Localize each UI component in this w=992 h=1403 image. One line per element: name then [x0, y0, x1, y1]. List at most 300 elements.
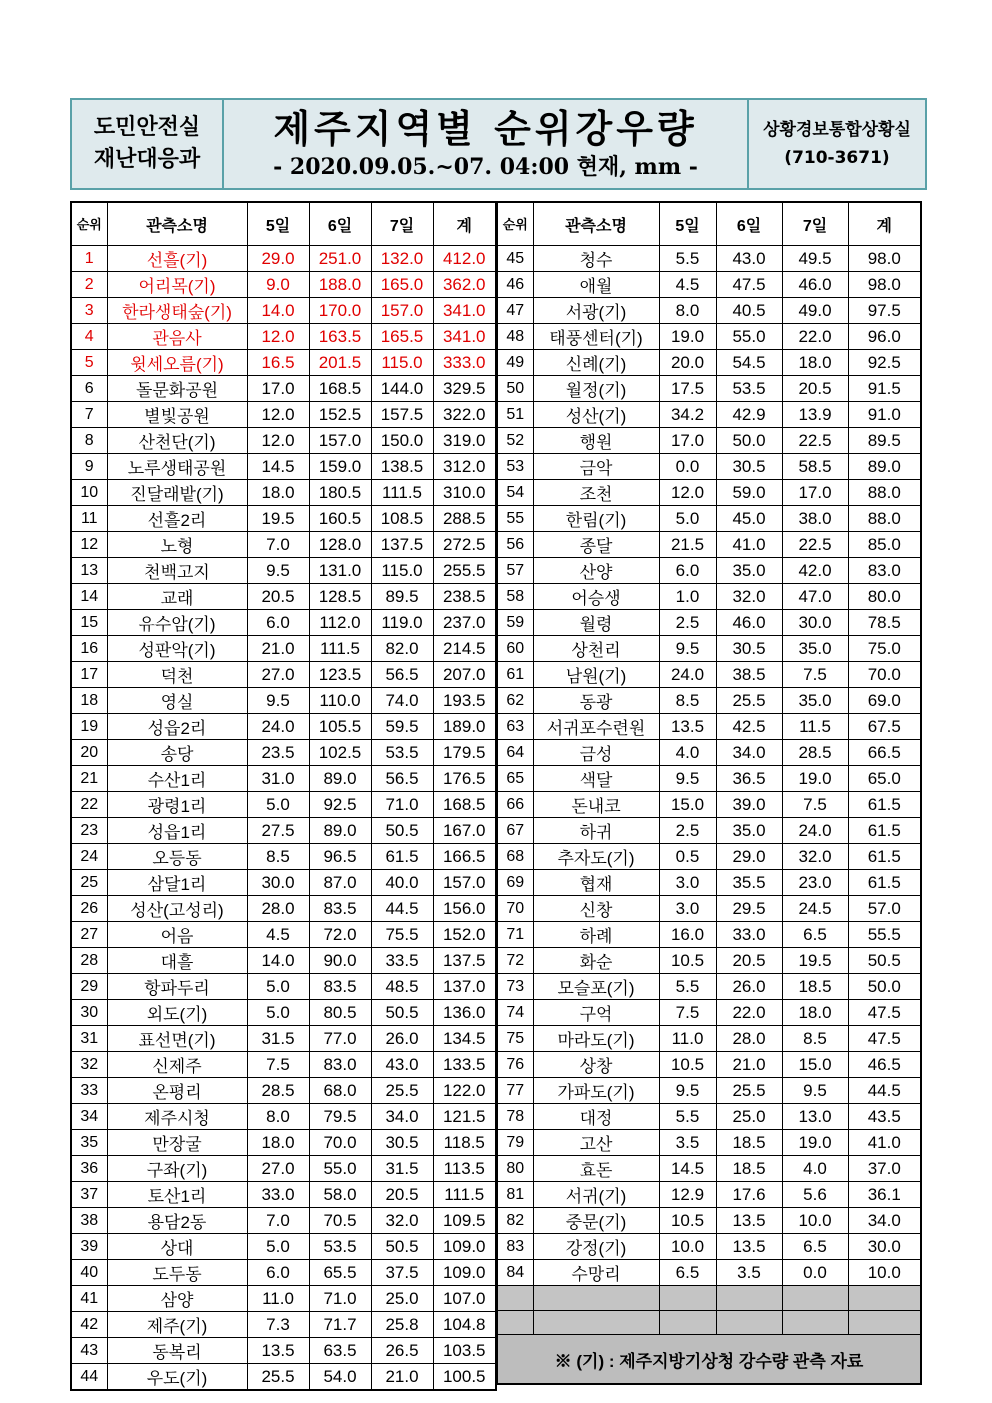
- day5-cell: 17.0: [247, 376, 309, 402]
- table-row: [497, 1052, 921, 1078]
- day6-cell: 105.5: [309, 714, 371, 740]
- total-cell: 166.5: [433, 844, 496, 870]
- rank-cell: 44: [71, 1364, 107, 1391]
- day7-cell: 7.5: [782, 792, 848, 818]
- total-cell: 333.0: [433, 350, 496, 376]
- total-cell: 238.5: [433, 584, 496, 610]
- day6-cell: 72.0: [309, 922, 371, 948]
- day6-cell: 80.5: [309, 1000, 371, 1026]
- day5-cell: 6.5: [659, 1260, 716, 1286]
- day7-cell: 6.5: [782, 922, 848, 948]
- rank-cell: 61: [497, 662, 533, 688]
- total-cell: 69.0: [848, 688, 921, 714]
- day5-cell: 20.5: [247, 584, 309, 610]
- total-cell: 109.0: [433, 1260, 496, 1286]
- station-name-cell: 성읍1리: [107, 818, 247, 844]
- station-header: 관측소명: [107, 202, 247, 246]
- day5-cell: 6.0: [247, 1260, 309, 1286]
- total-cell: 41.0: [848, 1130, 921, 1156]
- station-name-cell: 동복리: [107, 1338, 247, 1364]
- rank-cell: 17: [71, 662, 107, 688]
- station-name-cell: 서귀(기): [533, 1182, 659, 1208]
- day5-cell: 3.0: [659, 870, 716, 896]
- table-row: [497, 662, 921, 688]
- day5-cell: 27.0: [247, 1156, 309, 1182]
- day7-cell: 6.5: [782, 1234, 848, 1260]
- total-cell: 97.5: [848, 298, 921, 324]
- title-box: [224, 100, 749, 188]
- day5-cell: 18.0: [247, 480, 309, 506]
- day6-cell: 30.5: [716, 454, 782, 480]
- day5-cell: 28.0: [247, 896, 309, 922]
- day6-cell: 36.5: [716, 766, 782, 792]
- station-name-cell: 금성: [533, 740, 659, 766]
- station-name-cell: 대흘: [107, 948, 247, 974]
- station-name-cell: 표선면(기): [107, 1026, 247, 1052]
- day7-cell: 40.0: [371, 870, 433, 896]
- rank-cell: 32: [71, 1052, 107, 1078]
- day5-cell: 7.0: [247, 532, 309, 558]
- day7-cell: 50.5: [371, 1234, 433, 1260]
- department-division: 재난대응과: [93, 147, 201, 172]
- day6-cell: 111.5: [309, 636, 371, 662]
- day6-cell: 70.5: [309, 1208, 371, 1234]
- day7-cell: 20.5: [371, 1182, 433, 1208]
- day7-cell: 26.5: [371, 1338, 433, 1364]
- total-cell: 341.0: [433, 298, 496, 324]
- day5-cell: 10.5: [659, 1208, 716, 1234]
- rank-cell: 28: [71, 948, 107, 974]
- rank-cell: 53: [497, 454, 533, 480]
- day6-cell: 18.5: [716, 1156, 782, 1182]
- total-cell: 92.5: [848, 350, 921, 376]
- rank-cell: 22: [71, 792, 107, 818]
- day5-cell: 30.0: [247, 870, 309, 896]
- table-row: [71, 1052, 496, 1078]
- day6-cell: 28.0: [716, 1026, 782, 1052]
- table-row: [497, 636, 921, 662]
- day7-cell: 38.0: [782, 506, 848, 532]
- station-name-cell: 상창: [533, 1052, 659, 1078]
- table-row: [71, 1364, 496, 1391]
- day5-cell: 12.0: [247, 324, 309, 350]
- station-name-cell: 제주(기): [107, 1312, 247, 1338]
- day6-cell: 42.5: [716, 714, 782, 740]
- empty-cell: [533, 1310, 659, 1335]
- table-row: [71, 766, 496, 792]
- total-cell: 107.0: [433, 1286, 496, 1312]
- station-header: 관측소명: [533, 202, 659, 246]
- total-cell: 98.0: [848, 246, 921, 272]
- day6-cell: 63.5: [309, 1338, 371, 1364]
- day6-cell: 70.0: [309, 1130, 371, 1156]
- table-row: [497, 1260, 921, 1286]
- total-cell: 55.5: [848, 922, 921, 948]
- total-cell: 237.0: [433, 610, 496, 636]
- day5-cell: 14.0: [247, 298, 309, 324]
- day7-cell: 111.5: [371, 480, 433, 506]
- day5-cell: 17.5: [659, 376, 716, 402]
- day6-cell: 41.0: [716, 532, 782, 558]
- rank-cell: 52: [497, 428, 533, 454]
- table-row: [497, 792, 921, 818]
- day6-cell: 83.0: [309, 1052, 371, 1078]
- day7-cell: 115.0: [371, 558, 433, 584]
- station-name-cell: 제주시청: [107, 1104, 247, 1130]
- total-cell: 47.5: [848, 1026, 921, 1052]
- total-cell: 47.5: [848, 1000, 921, 1026]
- day6-cell: 96.5: [309, 844, 371, 870]
- day7-cell: 18.0: [782, 350, 848, 376]
- total-cell: 310.0: [433, 480, 496, 506]
- day7-cell: 22.5: [782, 428, 848, 454]
- rank-cell: 79: [497, 1130, 533, 1156]
- station-name-cell: 중문(기): [533, 1208, 659, 1234]
- rank-cell: 3: [71, 298, 107, 324]
- station-name-cell: 한림(기): [533, 506, 659, 532]
- day5-cell: 14.5: [247, 454, 309, 480]
- total-cell: 50.0: [848, 974, 921, 1000]
- total-cell: 111.5: [433, 1182, 496, 1208]
- day5-cell: 5.5: [659, 974, 716, 1000]
- table-row: [497, 350, 921, 376]
- station-name-cell: 가파도(기): [533, 1078, 659, 1104]
- table-row: [497, 480, 921, 506]
- total-cell: 83.0: [848, 558, 921, 584]
- day7-cell: 35.0: [782, 688, 848, 714]
- table-row: [71, 844, 496, 870]
- rank-cell: 69: [497, 870, 533, 896]
- day5-cell: 9.5: [247, 558, 309, 584]
- empty-row: [497, 1286, 921, 1311]
- table-row: [71, 272, 496, 298]
- empty-cell: [533, 1286, 659, 1311]
- rank-cell: 45: [497, 246, 533, 272]
- day5-cell: 31.5: [247, 1026, 309, 1052]
- rank-cell: 42: [71, 1312, 107, 1338]
- day6-cell: 21.0: [716, 1052, 782, 1078]
- station-name-cell: 오등동: [107, 844, 247, 870]
- report-period: - 2020.09.05.~07. 04:00 현재, mm -: [273, 154, 698, 180]
- total-cell: 189.0: [433, 714, 496, 740]
- total-cell: 322.0: [433, 402, 496, 428]
- day7-cell: 25.5: [371, 1078, 433, 1104]
- day7-cell: 35.0: [782, 636, 848, 662]
- day5-cell: 3.5: [659, 1130, 716, 1156]
- total-cell: 133.5: [433, 1052, 496, 1078]
- day7-cell: 19.0: [782, 766, 848, 792]
- rank-cell: 6: [71, 376, 107, 402]
- station-name-cell: 우도(기): [107, 1364, 247, 1391]
- day6-header: 6일: [716, 202, 782, 246]
- day7-cell: 4.0: [782, 1156, 848, 1182]
- day6-cell: 53.5: [716, 376, 782, 402]
- total-cell: 61.5: [848, 844, 921, 870]
- rank-cell: 9: [71, 454, 107, 480]
- day6-cell: 157.0: [309, 428, 371, 454]
- total-cell: 103.5: [433, 1338, 496, 1364]
- table-row: [71, 1000, 496, 1026]
- table-row: [71, 246, 496, 272]
- rank-cell: 13: [71, 558, 107, 584]
- day6-cell: 58.0: [309, 1182, 371, 1208]
- station-name-cell: 광령1리: [107, 792, 247, 818]
- day7-cell: 11.5: [782, 714, 848, 740]
- day7-cell: 138.5: [371, 454, 433, 480]
- station-name-cell: 윗세오름(기): [107, 350, 247, 376]
- station-name-cell: 구억: [533, 1000, 659, 1026]
- total-cell: 61.5: [848, 792, 921, 818]
- day6-cell: 18.5: [716, 1130, 782, 1156]
- day5-cell: 9.5: [247, 688, 309, 714]
- day6-cell: 45.0: [716, 506, 782, 532]
- day5-cell: 2.5: [659, 610, 716, 636]
- day7-header: 7일: [782, 202, 848, 246]
- total-cell: 78.5: [848, 610, 921, 636]
- rank-cell: 1: [71, 246, 107, 272]
- table-row: [71, 922, 496, 948]
- rank-cell: 40: [71, 1260, 107, 1286]
- day6-cell: 128.0: [309, 532, 371, 558]
- rank-cell: 77: [497, 1078, 533, 1104]
- day6-header: 6일: [309, 202, 371, 246]
- station-name-cell: 용담2동: [107, 1208, 247, 1234]
- total-cell: 88.0: [848, 480, 921, 506]
- day5-cell: 5.5: [659, 246, 716, 272]
- day5-cell: 25.5: [247, 1364, 309, 1391]
- station-name-cell: 외도(기): [107, 1000, 247, 1026]
- day7-cell: 10.0: [782, 1208, 848, 1234]
- total-cell: 136.0: [433, 1000, 496, 1026]
- table-row: [71, 662, 496, 688]
- total-cell: 288.5: [433, 506, 496, 532]
- rank-header: 순위: [497, 202, 533, 246]
- source-note: ※ (기) : 제주지방기상청 강수량 관측 자료: [497, 1335, 921, 1385]
- rank-cell: 29: [71, 974, 107, 1000]
- total-cell: 98.0: [848, 272, 921, 298]
- table-row: [71, 714, 496, 740]
- day7-cell: 42.0: [782, 558, 848, 584]
- day6-cell: 50.0: [716, 428, 782, 454]
- day6-cell: 35.5: [716, 870, 782, 896]
- day7-cell: 37.5: [371, 1260, 433, 1286]
- day6-cell: 39.0: [716, 792, 782, 818]
- day7-cell: 53.5: [371, 740, 433, 766]
- rank-cell: 43: [71, 1338, 107, 1364]
- total-cell: 207.0: [433, 662, 496, 688]
- rank-cell: 12: [71, 532, 107, 558]
- day5-cell: 2.5: [659, 818, 716, 844]
- day6-cell: 25.0: [716, 1104, 782, 1130]
- total-cell: 362.0: [433, 272, 496, 298]
- day6-cell: 3.5: [716, 1260, 782, 1286]
- total-cell: 167.0: [433, 818, 496, 844]
- table-row: [71, 1104, 496, 1130]
- rank-cell: 75: [497, 1026, 533, 1052]
- day5-cell: 4.5: [659, 272, 716, 298]
- situation-room: 상황경보통합상황실: [763, 120, 911, 140]
- station-name-cell: 돌문화공원: [107, 376, 247, 402]
- rank-cell: 63: [497, 714, 533, 740]
- day7-cell: 49.5: [782, 246, 848, 272]
- rank-cell: 70: [497, 896, 533, 922]
- day5-cell: 13.5: [247, 1338, 309, 1364]
- station-name-cell: 성산(고성리): [107, 896, 247, 922]
- table-row: [497, 818, 921, 844]
- table-row: [497, 948, 921, 974]
- day5-cell: 11.0: [659, 1026, 716, 1052]
- table-row: [71, 584, 496, 610]
- day7-cell: 17.0: [782, 480, 848, 506]
- total-cell: 118.5: [433, 1130, 496, 1156]
- day7-cell: 9.5: [782, 1078, 848, 1104]
- table-row: [71, 610, 496, 636]
- station-name-cell: 신제주: [107, 1052, 247, 1078]
- day6-cell: 168.5: [309, 376, 371, 402]
- day7-cell: 157.0: [371, 298, 433, 324]
- rank-cell: 38: [71, 1208, 107, 1234]
- total-cell: 109.5: [433, 1208, 496, 1234]
- day6-cell: 47.5: [716, 272, 782, 298]
- rank-cell: 25: [71, 870, 107, 896]
- rank-cell: 30: [71, 1000, 107, 1026]
- rank-cell: 35: [71, 1130, 107, 1156]
- day5-cell: 27.0: [247, 662, 309, 688]
- total-cell: 137.5: [433, 948, 496, 974]
- station-name-cell: 하례: [533, 922, 659, 948]
- day6-cell: 55.0: [309, 1156, 371, 1182]
- station-name-cell: 태풍센터(기): [533, 324, 659, 350]
- day5-cell: 9.5: [659, 766, 716, 792]
- table-row: [71, 688, 496, 714]
- total-cell: 329.5: [433, 376, 496, 402]
- empty-cell: [848, 1286, 921, 1311]
- rainfall-table-left: [70, 201, 497, 1391]
- day7-cell: 34.0: [371, 1104, 433, 1130]
- day7-cell: 165.5: [371, 324, 433, 350]
- rank-cell: 82: [497, 1208, 533, 1234]
- day5-cell: 1.0: [659, 584, 716, 610]
- total-cell: 46.5: [848, 1052, 921, 1078]
- table-row: [497, 922, 921, 948]
- station-name-cell: 신례(기): [533, 350, 659, 376]
- total-cell: 179.5: [433, 740, 496, 766]
- total-cell: 80.0: [848, 584, 921, 610]
- rank-cell: 46: [497, 272, 533, 298]
- day5-cell: 5.5: [659, 1104, 716, 1130]
- day6-cell: 89.0: [309, 766, 371, 792]
- day7-cell: 71.0: [371, 792, 433, 818]
- day7-cell: 32.0: [371, 1208, 433, 1234]
- rank-cell: 47: [497, 298, 533, 324]
- day5-cell: 9.5: [659, 1078, 716, 1104]
- day6-cell: 55.0: [716, 324, 782, 350]
- day6-cell: 71.0: [309, 1286, 371, 1312]
- rank-cell: 19: [71, 714, 107, 740]
- total-cell: 122.0: [433, 1078, 496, 1104]
- rank-cell: 14: [71, 584, 107, 610]
- day6-cell: 13.5: [716, 1234, 782, 1260]
- day7-cell: 50.5: [371, 1000, 433, 1026]
- table-row: [71, 428, 496, 454]
- day7-cell: 20.5: [782, 376, 848, 402]
- station-name-cell: 덕천: [107, 662, 247, 688]
- day5-cell: 8.5: [247, 844, 309, 870]
- day5-cell: 10.5: [659, 948, 716, 974]
- total-cell: 61.5: [848, 818, 921, 844]
- station-name-cell: 협재: [533, 870, 659, 896]
- day5-cell: 20.0: [659, 350, 716, 376]
- total-cell: 255.5: [433, 558, 496, 584]
- table-row: [497, 402, 921, 428]
- total-cell: 67.5: [848, 714, 921, 740]
- station-name-cell: 애월: [533, 272, 659, 298]
- total-cell: 37.0: [848, 1156, 921, 1182]
- day5-cell: 12.0: [247, 402, 309, 428]
- rank-cell: 33: [71, 1078, 107, 1104]
- total-cell: 100.5: [433, 1364, 496, 1391]
- total-cell: 137.0: [433, 974, 496, 1000]
- rank-cell: 4: [71, 324, 107, 350]
- station-name-cell: 구좌(기): [107, 1156, 247, 1182]
- rank-cell: 57: [497, 558, 533, 584]
- empty-cell: [659, 1310, 716, 1335]
- day7-cell: 82.0: [371, 636, 433, 662]
- table-row: [497, 688, 921, 714]
- station-name-cell: 교래: [107, 584, 247, 610]
- rank-cell: 62: [497, 688, 533, 714]
- rank-cell: 39: [71, 1234, 107, 1260]
- day7-cell: 58.5: [782, 454, 848, 480]
- station-name-cell: 행원: [533, 428, 659, 454]
- rank-cell: 84: [497, 1260, 533, 1286]
- total-cell: 10.0: [848, 1260, 921, 1286]
- table-row: [497, 1130, 921, 1156]
- table-row: [497, 246, 921, 272]
- total-cell: 168.5: [433, 792, 496, 818]
- rank-cell: 36: [71, 1156, 107, 1182]
- table-row: [71, 1130, 496, 1156]
- day7-cell: 13.0: [782, 1104, 848, 1130]
- day6-cell: 25.5: [716, 688, 782, 714]
- station-name-cell: 산천단(기): [107, 428, 247, 454]
- day7-cell: 7.5: [782, 662, 848, 688]
- rank-cell: 8: [71, 428, 107, 454]
- station-name-cell: 추자도(기): [533, 844, 659, 870]
- day6-cell: 102.5: [309, 740, 371, 766]
- empty-cell: [782, 1286, 848, 1311]
- station-name-cell: 효돈: [533, 1156, 659, 1182]
- day6-cell: 68.0: [309, 1078, 371, 1104]
- day6-cell: 54.5: [716, 350, 782, 376]
- day6-cell: 83.5: [309, 896, 371, 922]
- total-cell: 272.5: [433, 532, 496, 558]
- station-name-cell: 노루생태공원: [107, 454, 247, 480]
- day7-cell: 119.0: [371, 610, 433, 636]
- table-row: [71, 1312, 496, 1338]
- day6-cell: 25.5: [716, 1078, 782, 1104]
- table-header: [71, 202, 496, 246]
- table-row: [71, 1208, 496, 1234]
- day5-cell: 19.0: [659, 324, 716, 350]
- table-row: [497, 558, 921, 584]
- station-name-cell: 금악: [533, 454, 659, 480]
- station-name-cell: 성읍2리: [107, 714, 247, 740]
- day7-cell: 49.0: [782, 298, 848, 324]
- day5-cell: 6.0: [659, 558, 716, 584]
- day6-cell: 43.0: [716, 246, 782, 272]
- day6-cell: 83.5: [309, 974, 371, 1000]
